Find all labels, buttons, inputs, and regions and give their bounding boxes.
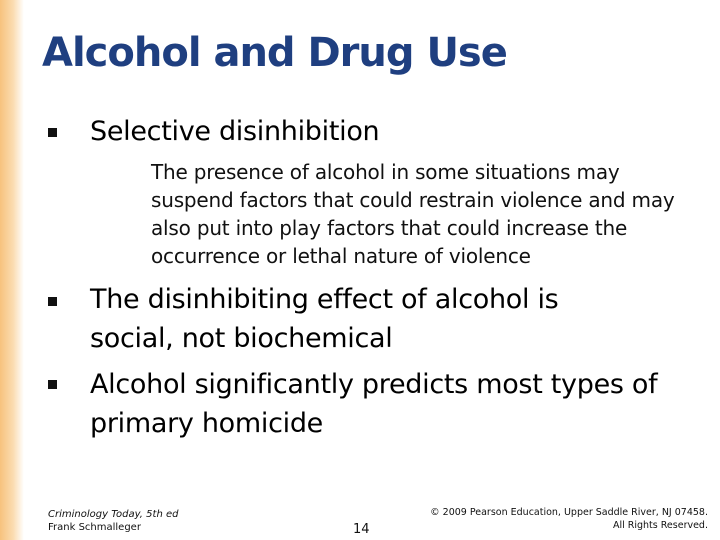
page-number: 14 bbox=[353, 522, 370, 537]
copyright-line-1: © 2009 Pearson Education, Upper Saddle River, NJ 07458. bbox=[430, 507, 708, 518]
bullet-1-text: Selective disinhibition bbox=[90, 116, 380, 147]
footer-citation bbox=[48, 508, 178, 534]
bullet-marker bbox=[48, 297, 57, 306]
copyright-line-2: All Rights Reserved. bbox=[612, 520, 708, 531]
bullet-1-subtext: The presence of alcohol in some situations may suspend factors that could restrain violence and may also put into play factors that could increase the occurrence or lethal nature of violence bbox=[151, 160, 675, 268]
decorative-edge-bar bbox=[0, 0, 24, 540]
footer-book-title: Criminology Today, 5th ed bbox=[48, 509, 179, 520]
bullet-marker bbox=[48, 128, 57, 137]
slide-title: Alcohol and Drug Use bbox=[42, 30, 507, 76]
bullet-marker bbox=[48, 380, 57, 389]
footer-copyright bbox=[430, 506, 708, 532]
footer-author: Frank Schmalleger bbox=[48, 522, 141, 533]
bullet-2-text: The disinhibiting effect of alcohol is social, not biochemical bbox=[90, 284, 559, 354]
bullet-3-text: Alcohol significantly predicts most types of primary homicide bbox=[90, 369, 658, 439]
